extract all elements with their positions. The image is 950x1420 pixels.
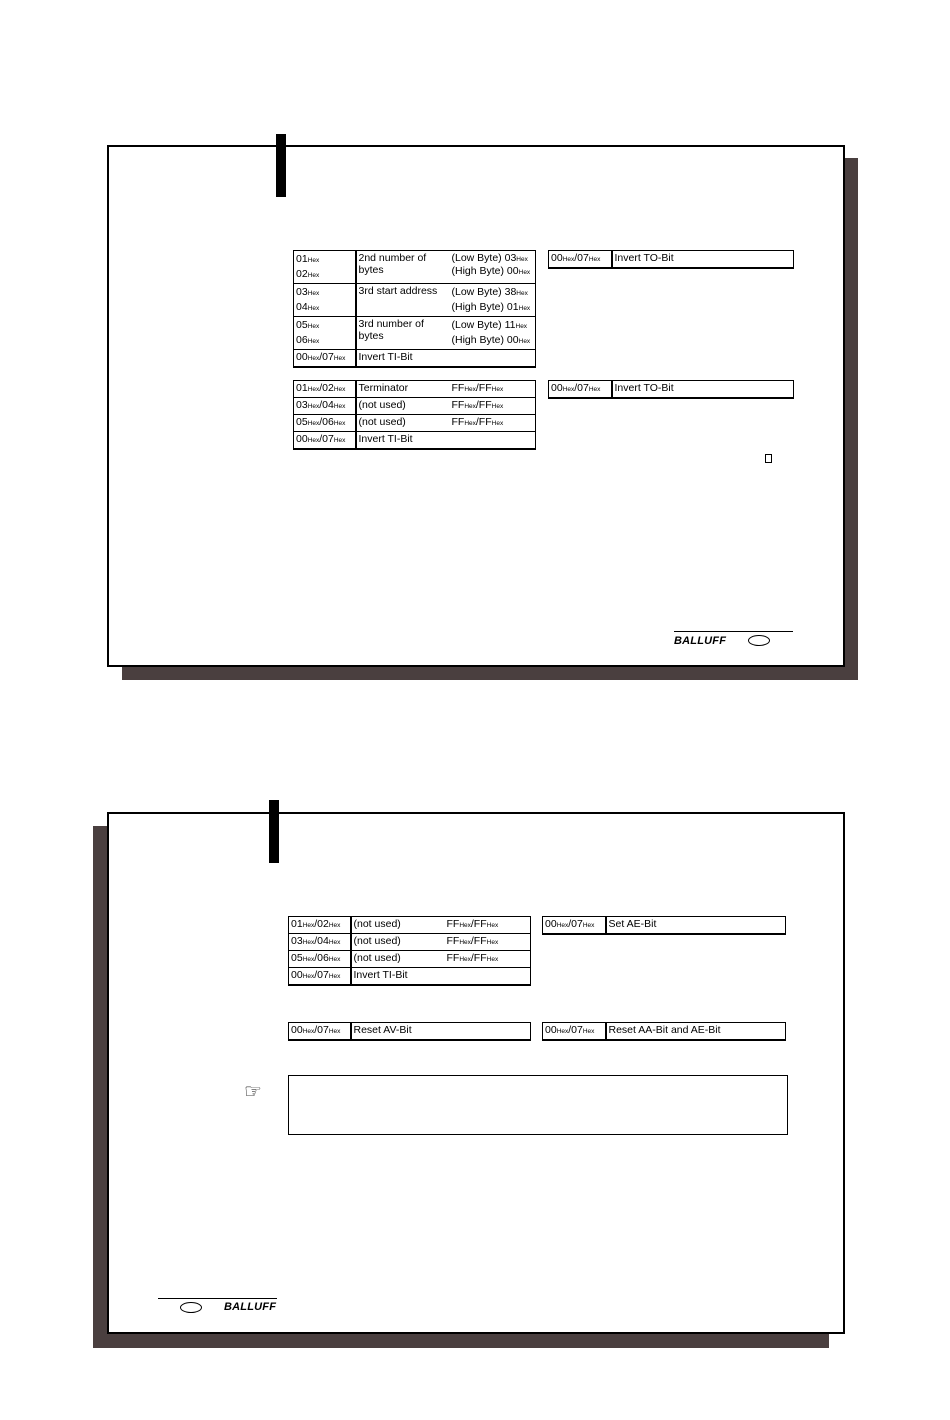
row-description: Set AE-Bit — [606, 917, 786, 935]
row-description: (not used) — [351, 951, 445, 968]
table-row: 01Hex/02Hex Terminator FFHex/FFHex — [294, 381, 536, 398]
page2 — [107, 812, 845, 1334]
row-description: 3rd number of bytes — [356, 317, 450, 350]
pointing-hand-icon: ☞ — [244, 1081, 262, 1103]
page1-register-table-3 — [293, 380, 536, 450]
table-row: 03Hex/04Hex (not used) FFHex/FFHex — [294, 398, 536, 415]
row-description: (not used) — [356, 415, 450, 432]
table-row: 00Hex/07Hex Invert TI-Bit — [289, 968, 531, 986]
table-row: 01Hex 02Hex 2nd number of bytes (Low Byte) 03Hex (High Byte) 00Hex — [294, 251, 536, 284]
table-row: 05Hex 06Hex 3rd number of bytes (Low Byte) 11Hex (High Byte) 00Hex — [294, 317, 536, 350]
page1-footer-rule — [674, 631, 793, 632]
table-row: 05Hex/06Hex (not used) FFHex/FFHex — [294, 415, 536, 432]
page1-section-bar — [276, 134, 286, 197]
document-icon — [765, 454, 772, 463]
table-row: 00Hex/07Hex Invert TI-Bit — [294, 350, 536, 368]
row-description: Invert TI-Bit — [356, 432, 536, 450]
page2-note-box — [288, 1075, 788, 1135]
table-row: 00Hex/07Hex Invert TO-Bit — [549, 381, 794, 399]
row-description: Reset AV-Bit — [351, 1023, 531, 1041]
row-description: Invert TI-Bit — [356, 350, 536, 368]
page2-register-table-3 — [288, 1022, 531, 1041]
table-row: 05Hex/06Hex (not used) FFHex/FFHex — [289, 951, 531, 968]
table-row: 00Hex/07Hex Invert TO-Bit — [549, 251, 794, 269]
page2-language-oval — [180, 1302, 202, 1313]
page2-register-table-4 — [542, 1022, 786, 1041]
row-description: 2nd number of bytes — [356, 251, 450, 284]
page2-balluff-logo: BALLUFF — [224, 1301, 277, 1313]
row-description: Terminator — [356, 381, 450, 398]
row-description: Reset AA-Bit and AE-Bit — [606, 1023, 786, 1041]
table-row: 01Hex/02Hex (not used) FFHex/FFHex — [289, 917, 531, 934]
table-row: 00Hex/07Hex Reset AA-Bit and AE-Bit — [543, 1023, 786, 1041]
row-description: (not used) — [356, 398, 450, 415]
page1-register-table-1 — [293, 250, 536, 368]
table-row: 00Hex/07Hex Set AE-Bit — [543, 917, 786, 935]
page1-register-table-4 — [548, 380, 794, 399]
page1-register-table-2 — [548, 250, 794, 269]
page1-balluff-logo: BALLUFF — [674, 635, 727, 647]
table-row: 03Hex 04Hex 3rd start address (Low Byte) 38Hex (High Byte) 01Hex — [294, 284, 536, 317]
page2-register-table-2 — [542, 916, 786, 935]
page2-section-bar — [269, 800, 279, 863]
row-description: 3rd start address — [356, 284, 450, 317]
page1-language-oval — [748, 635, 770, 646]
page2-footer-rule — [158, 1298, 277, 1299]
table-row: 00Hex/07Hex Invert TI-Bit — [294, 432, 536, 450]
row-description: Invert TO-Bit — [612, 251, 794, 269]
row-description: Invert TI-Bit — [351, 968, 531, 986]
table-row: 00Hex/07Hex Reset AV-Bit — [289, 1023, 531, 1041]
row-description: (not used) — [351, 917, 445, 934]
row-description: Invert TO-Bit — [612, 381, 794, 399]
row-description: (not used) — [351, 934, 445, 951]
page2-register-table-1 — [288, 916, 531, 986]
table-row: 03Hex/04Hex (not used) FFHex/FFHex — [289, 934, 531, 951]
